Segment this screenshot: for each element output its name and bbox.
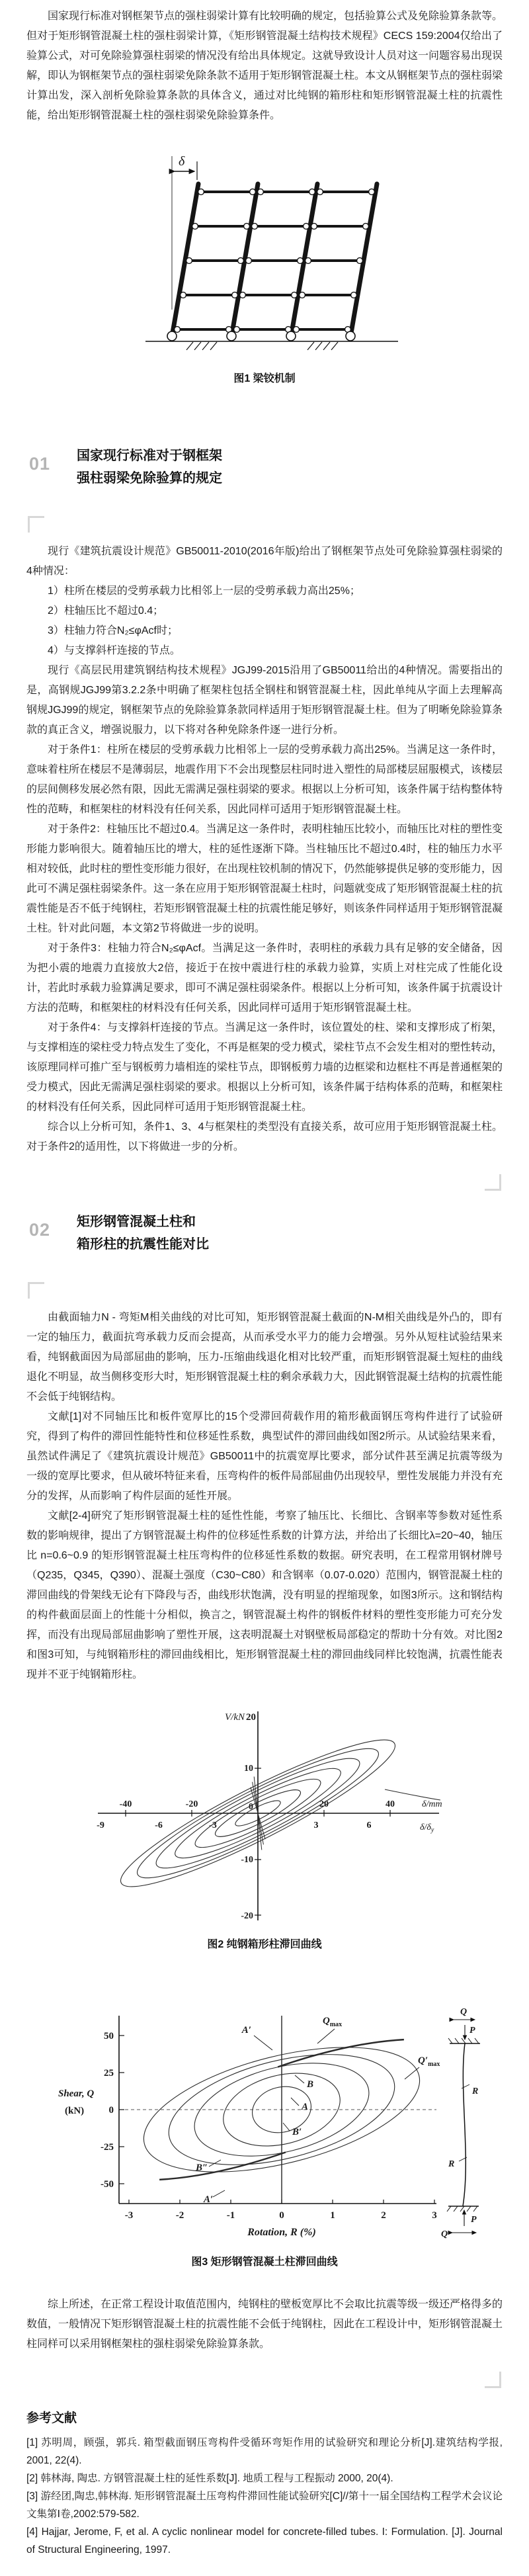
list-item: 2）柱轴压比不超过0.4； xyxy=(48,605,164,617)
beams xyxy=(173,192,376,329)
section-2-title-line1: 矩形钢管混凝土柱和 xyxy=(77,1215,196,1229)
x-tick: -3 xyxy=(124,2210,134,2221)
delta-label: δ xyxy=(179,154,185,169)
y-tick: 10 xyxy=(244,1764,253,1774)
section-1-header xyxy=(29,445,503,490)
figure-3-caption: 图3 矩形钢管混凝土柱滞回曲线 xyxy=(191,2256,338,2268)
y-tick: 0 xyxy=(108,2105,114,2116)
list-item: 4）与支撑斜杆连接的节点。 xyxy=(48,645,181,656)
y-tick: 20 xyxy=(246,1712,256,1723)
label-a: A xyxy=(302,2102,309,2112)
paragraph: 对于条件1：柱所在楼层的受剪承载力比相邻上一层的受剪承载力高出25%。当满足这一条件时，意味着柱所在楼层不是薄弱层，地震作用下不会出现整层柱同时进入塑性的局部楼层屈服模式，该楼层的层间侧移发展必然有限，因此无需满足强柱弱梁的要求。根据以上分析可知，该条件属于结构整体特性的范畴，和框架柱的材料没有任何关系，因此同样可适用于矩形钢管混凝土柱。 xyxy=(26,744,503,815)
paragraph: 对于条件3：柱轴力符合N₂≤φAcf。当满足这一条件时，表明柱的承载力具有足够的安全储备，因为把小震的地震力直接放大2倍，接近于在按中震进行柱的承载力验算，实质上对柱完成了性能化设计，若此时承载力验算满足要求，即可不满足强柱弱梁条件。根据以上分析可知，该条件属于抗震设计方法的范畴，和框架柱的材料没有任何关系，因此同样可适用于矩形钢管混凝土柱。 xyxy=(26,943,503,1013)
figure-2 xyxy=(26,1702,503,1951)
references-heading: 参考文献 xyxy=(26,2411,77,2425)
label-b-dprime: B″ xyxy=(196,2163,208,2173)
section-1-title-line2: 强柱弱梁免除验算的规定 xyxy=(77,471,223,486)
inset-p-bottom-label: P xyxy=(471,2215,477,2225)
corner-decoration-top-left xyxy=(28,516,44,533)
paragraph: 文献[1]对不同轴压比和板件宽厚比的15个受滞回荷载作用的箱形截面钢压弯构件进行了试验研究，得到了构件的滞回性能特性和位移延性系数，典型试件的滞回曲线如图2所示。从试验结果来看，虽然试件满足了《建筑抗震设计规范》GB50011中的抗震宽厚比要求，部分试件甚至满足抗震等级为一级的宽厚比要求，但从破坏特征来看，压弯构件的板件局部屈曲仍出现较早，塑性发展能力并没有充分的发挥，从而影响了构件层面的延性开展。 xyxy=(26,1411,503,1502)
y-axis-name: V/kN xyxy=(225,1712,245,1723)
y-axis-name-1: Shear, Q xyxy=(58,2088,95,2099)
x-tick-ratio: -9 xyxy=(97,1821,104,1830)
figure-1-caption: 图1 梁铰机制 xyxy=(233,373,296,384)
section-1-number: 01 xyxy=(29,454,51,474)
corner-decoration-bottom-right xyxy=(485,2372,501,2388)
ground xyxy=(145,341,398,350)
y-tick: -10 xyxy=(241,1855,253,1865)
inset-q-bottom-label: Q xyxy=(440,2229,448,2239)
paragraph: 现行《高层民用建筑钢结构技术规程》JGJ99-2015沿用了GB50011给出的4种情况。需要指出的是，高钢规JGJ99第3.2.2条中明确了框架柱包括全钢柱和钢管混凝土柱，因此单纯从字面上去理解高钢规JGJ99的规定，钢框架节点的免除验算条款同样适用于矩形钢管混凝土柱。但为了明晰免除验算条款的真正含义，增强说服力，以下将对各种免除条件逐一进行分析。 xyxy=(26,665,503,736)
section-1-title xyxy=(77,445,222,490)
paragraph: 综合以上分析可知，条件1、3、4与框架柱的类型没有直接关系，故可应用于矩形钢管混凝土柱。对于条件2的适用性，以下将做进一步的分析。 xyxy=(26,1121,503,1152)
section-2-title-line2: 箱形柱的抗震性能对比 xyxy=(77,1237,210,1252)
label-a-prime-top: A′ xyxy=(241,2025,251,2036)
figure-2-hysteresis-chart xyxy=(60,1702,469,1930)
base-hinges xyxy=(167,331,355,341)
figure-1-frame-diagram xyxy=(112,143,417,364)
corner-decoration-bottom-right xyxy=(485,1174,501,1191)
corner-decoration-top-left xyxy=(28,1282,44,1299)
inset-r-lower-label: R xyxy=(448,2159,455,2169)
list-item: 1）柱所在楼层的受剪承载力比相邻上一层的受剪承载力高出25%； xyxy=(48,585,360,597)
section-1-title-line1: 国家现行标准对于钢框架 xyxy=(77,449,223,463)
inset-q-top-label: Q xyxy=(460,2007,468,2017)
x-tick: -1 xyxy=(226,2210,235,2221)
conclusion-paragraph: 综上所述，在正常工程设计取值范围内，纯钢柱的壁板宽厚比不会取比抗震等级一级还严格得多的数值，一般情况下矩形钢管混凝土柱的抗震性能不会低于纯钢柱，因此在工程设计中，矩形钢管混凝土柱同样可以采用钢框架柱的强柱弱梁免除验算条款。 xyxy=(26,2299,503,2350)
x-tick-mm: 40 xyxy=(386,1799,395,1809)
x-tick: 1 xyxy=(330,2210,335,2221)
delta-annotation xyxy=(172,154,197,310)
section-2-title xyxy=(77,1211,209,1256)
x-tick-ratio: -3 xyxy=(209,1821,217,1830)
figure-3 xyxy=(26,1997,503,2268)
section-2-number: 02 xyxy=(29,1220,51,1240)
section-2-header xyxy=(29,1211,503,1256)
x-tick-mm: -20 xyxy=(185,1799,198,1809)
x-tick-ratio: 3 xyxy=(313,1821,319,1830)
y-tick: 0 xyxy=(249,1802,253,1812)
reference-item: [2] 韩林海, 陶忠. 方钢管混凝土柱的延性系数[J]. 地质工程与工程振动 2000, 20(4). xyxy=(26,2473,393,2484)
label-qmax: $Q_{max}$ xyxy=(323,2016,343,2028)
label-b-prime: B′ xyxy=(292,2127,302,2137)
y-tick: 25 xyxy=(104,2068,114,2079)
paragraph: 由截面轴力N - 弯矩M相关曲线的对比可知，矩形钢管混凝土截面的N-M相关曲线是外凸的，即有一定的轴压力，截面抗弯承载力反而会提高，从而承受水平力的能力会增强。另外从短柱试验结果来看，纯钢截面因为局部屈曲的影响，压力-压缩曲线退化相对比较严重，而矩形钢管混凝土短柱的曲线退化不明显，故当侧移变形大时，矩形钢管混凝土柱的剩余承载力大，因此钢管混凝土结构的抗震性能不会低于纯钢结构。 xyxy=(26,1312,503,1402)
inset-p-top-label: P xyxy=(469,2026,475,2036)
y-tick: -50 xyxy=(101,2179,114,2190)
label-a-prime-bottom: A′ xyxy=(204,2194,214,2205)
label-qprime-max: $Q'_{max}$ xyxy=(418,2055,440,2068)
x-tick-ratio: -6 xyxy=(155,1821,163,1830)
list-item: 3）柱轴力符合N₂≤φAcf时； xyxy=(48,625,178,636)
intro-paragraph: 国家现行标准对钢框架节点的强柱弱梁计算有比较明确的规定，包括验算公式及免除验算条款等。但对于矩形钢管混凝土柱的强柱弱梁计算，《矩形钢管混凝土结构技术规程》CECS 159:2004仅给出了验算公式，对可免除验算强柱弱梁的情况没有给出具体规定。这就导致设计人员对这一问题容易出现误解，即认为钢框架节点的强柱弱梁免除条款不适用于矩形钢管混凝土柱。本文从钢框架节点的强柱弱梁计算出发，深入剖析免除验算条款的具体含义，通过对比纯钢的箱形柱和矩形钢管混凝土柱的抗震性能，给出矩形钢管混凝土柱的强柱弱梁免除验算条件。 xyxy=(26,11,503,121)
figure-3-hysteresis-chart xyxy=(40,1997,489,2247)
reference-item: [1] 苏明周，顾强，郭兵. 箱型截面钢压弯构件受循环弯矩作用的试验研究和理论分析[J].建筑结构学报, 2001, 22(4). xyxy=(26,2437,503,2466)
backbone-tail xyxy=(385,1789,440,1800)
x-tick: 3 xyxy=(432,2210,437,2221)
y-axis-name-2: (kN) xyxy=(65,2106,85,2116)
figure-1 xyxy=(26,143,503,385)
x-tick-ratio: 6 xyxy=(366,1821,372,1830)
reference-item: [3] 游经团,陶忠,韩林海. 矩形钢管混凝土压弯构件滞回性能试验研究[C]//第十一届全国结构工程学术会议论文集第Ⅰ卷,2002:579-582. xyxy=(26,2491,503,2520)
x-tick-mm: 20 xyxy=(319,1799,329,1809)
x-tick-mm: -40 xyxy=(119,1799,132,1809)
x-axis-name: Rotation, R (%) xyxy=(247,2227,316,2238)
figure-2-caption: 图2 纯钢箱形柱滞回曲线 xyxy=(207,1939,322,1950)
reference-item: [4] Hajjar, Jerome, F, et al. A cyclic nonlinear model for concrete-filled tubes. I: Formulation. [J]. Journal of Structural Engineering, 1997. xyxy=(26,2526,503,2555)
paragraph: 文献[2-4]研究了矩形钢管混凝土柱的延性性能，考察了轴压比、长细比、含钢率等参数对延性系数的影响规律，提出了方钢管混凝土构件的位移延性系数的计算方法，并给出了长细比λ=20~40，轴压比 n=0.6~0.9 的矩形钢管混凝土柱压弯构件的位移延性系数的数据。研究表明，在工程常用钢材牌号（Q235，Q345，Q390）、混凝土强度（C30~C80）和含钢率（0.07-0.020）范围内，钢管混凝土柱的滞回曲线的骨架线无论有下降段与否，曲线形状饱满，没有明显的捏缩现象，如图3所示。这和钢结构的构件截面层面上的性能十分相似，换言之，钢管混凝土构件的钢板件材料的塑性变形能力可充分发挥，而没有出现局部屈曲影响了塑性开展，这表明混凝土对钢壁板局部稳定的帮助十分有效。对比图2和图3可知，与纯钢箱形柱的滞回曲线相比，矩形钢管混凝土柱的滞回曲线同样比较饱满，抗震性能表现并不亚于纯钢箱形柱。 xyxy=(26,1510,503,1680)
loading-sketch-inset xyxy=(441,2007,480,2239)
x-tick: 0 xyxy=(279,2210,284,2221)
x-tick: -2 xyxy=(175,2210,184,2221)
x-axis-unit-ratio: $\delta/\delta_y$ xyxy=(420,1823,434,1834)
paragraph: 对于条件2：柱轴压比不超过0.4。当满足这一条件时，表明柱轴压比较小，而轴压比对柱的塑性变形能力影响很大。随着轴压比的增大，柱的延性逐渐下降。当柱轴压比不超过0.4时，柱的轴压力水平相对较低，此时柱的塑性变形能力很好，在出现柱铰机制的情况下，仍然能够提供足够的变形能力，因此可不满足强柱弱梁条件。这一条在应用于矩形钢管混凝土柱时，问题就变成了矩形钢管混凝土柱的抗震性能是否不低于纯钢柱，若矩形钢管混凝土柱的抗震性能足够好，则该条件同样适用于矩形钢管混凝土柱。针对此问题，本文第2节将做进一步的说明。 xyxy=(26,824,503,934)
y-tick: -20 xyxy=(241,1911,253,1921)
label-b: B xyxy=(307,2079,314,2090)
paragraph: 对于条件4：与支撑斜杆连接的节点。当满足这一条件时，该位置处的柱、梁和支撑形成了桁架，与支撑相连的梁柱受力特点发生了变化，不再是框架的受力模式，梁柱节点不会发生相对的塑性转动，该原理同样可推广至与钢板剪力墙相连的梁柱节点，即钢板剪力墙的边框梁和边框柱不再是普通框架的受力模式，因此无需满足强柱弱梁的要求。根据以上分析可知，该条件属于结构体系的范畴，和框架柱的材料没有任何关系，因此同样可适用于矩形钢管混凝土柱。 xyxy=(26,1022,503,1113)
x-axis-unit-mm: δ/mm xyxy=(422,1799,442,1809)
y-tick: -25 xyxy=(101,2142,114,2153)
x-tick: 2 xyxy=(381,2210,386,2221)
inset-r-upper-label: R xyxy=(472,2086,479,2096)
paragraph: 现行《建筑抗震设计规范》GB50011-2010(2016年版)给出了钢框架节点处可免除验算强柱弱梁的4种情况： xyxy=(26,546,503,577)
y-tick: 50 xyxy=(104,2031,114,2041)
